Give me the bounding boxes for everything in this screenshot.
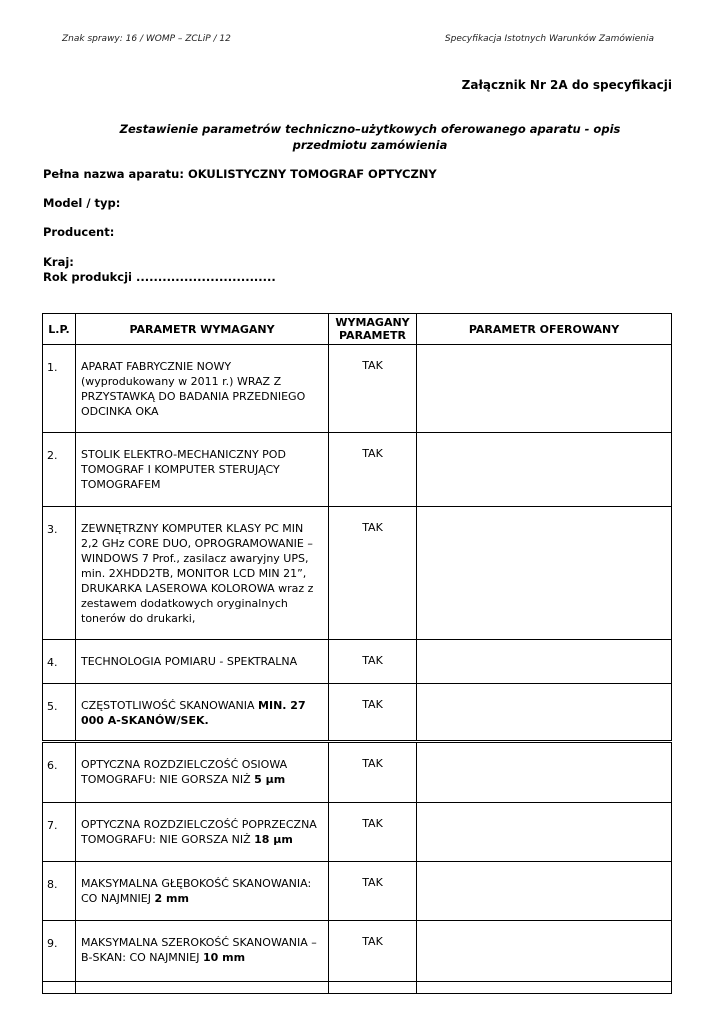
row-required: TAK [329, 345, 417, 433]
row-parameter-bold: 18 µm [254, 833, 293, 846]
row-number: 2. [43, 433, 76, 507]
row-offered-cell[interactable] [417, 433, 672, 507]
row-required: TAK [329, 507, 417, 640]
row-parameter-text: TECHNOLOGIA POMIARU - SPEKTRALNA [81, 655, 298, 668]
table-row [43, 742, 672, 803]
row-number: 7. [43, 803, 76, 862]
row-parameter [76, 921, 329, 982]
table-row [43, 862, 672, 921]
row-required: TAK [329, 803, 417, 862]
row-parameter [76, 433, 329, 507]
table-row [43, 684, 672, 742]
header-case-ref: Znak sprawy: 16 / WOMP – ZCLiP / 12 [62, 34, 231, 44]
row-required: TAK [329, 742, 417, 803]
header-param: PARAMETR WYMAGANY [76, 314, 329, 345]
row-parameter-text: MAKSYMALNA GŁĘBOKOŚĆ SKANOWANIA: CO NAJMNIEJ [81, 877, 312, 905]
field-year: Rok produkcji ................................ [43, 270, 276, 284]
row-parameter [76, 507, 329, 640]
row-parameter-text: CZĘSTOTLIWOŚĆ SKANOWANIA [81, 699, 259, 712]
annex-title: Załącznik Nr 2A do specyfikacji [461, 78, 672, 92]
table-row [43, 433, 672, 507]
empty-cell [43, 982, 76, 994]
row-offered-cell[interactable] [417, 862, 672, 921]
table-row [43, 921, 672, 982]
row-parameter-bold: 10 mm [202, 951, 246, 964]
row-parameter-text: MAKSYMALNA SZEROKOŚĆ SKANOWANIA – B-SKAN: CO NAJMNIEJ [81, 936, 317, 964]
parameters-table [42, 313, 672, 994]
header-required: WYMAGANY PARAMETR [329, 314, 417, 345]
row-parameter-text: OPTYCZNA ROZDZIELCZOŚĆ OSIOWA TOMOGRAFU: NIE GORSZA NIŻ [81, 758, 288, 786]
row-parameter-text: STOLIK ELEKTRO-MECHANICZNY POD TOMOGRAF I KOMPUTER STERUJĄCY TOMOGRAFEM [81, 448, 286, 491]
field-country: Kraj: [43, 255, 74, 269]
row-parameter [76, 684, 329, 742]
header-offered: PARAMETR OFEROWANY [417, 314, 672, 345]
row-required: TAK [329, 862, 417, 921]
row-parameter-bold: 2 mm [154, 892, 189, 905]
row-number: 4. [43, 640, 76, 684]
row-number: 5. [43, 684, 76, 742]
row-parameter [76, 345, 329, 433]
header-lp: L.P. [43, 314, 76, 345]
row-number: 3. [43, 507, 76, 640]
row-offered-cell[interactable] [417, 640, 672, 684]
row-offered-cell[interactable] [417, 345, 672, 433]
row-offered-cell[interactable] [417, 742, 672, 803]
table-row [43, 640, 672, 684]
row-number: 8. [43, 862, 76, 921]
row-required: TAK [329, 640, 417, 684]
row-parameter-text: APARAT FABRYCZNIE NOWY (wyprodukowany w 2011 r.) WRAZ Z PRZYSTAWKĄ DO BADANIA PRZEDNIEGO ODCINKA OKA [81, 360, 306, 418]
row-offered-cell[interactable] [417, 803, 672, 862]
row-required: TAK [329, 684, 417, 742]
field-producer: Producent: [43, 225, 115, 239]
row-parameter [76, 640, 329, 684]
header-doc-title: Specyfikacja Istotnych Warunków Zamówienia [444, 34, 654, 44]
row-offered-cell[interactable] [417, 921, 672, 982]
table-row [43, 803, 672, 862]
empty-cell [76, 982, 329, 994]
field-model: Model / typ: [43, 196, 121, 210]
row-parameter [76, 742, 329, 803]
row-parameter-bold: MIN. 27 000 A-SKANÓW/SEK. [81, 699, 306, 727]
row-offered-cell[interactable] [417, 507, 672, 640]
row-number: 1. [43, 345, 76, 433]
row-parameter-bold: 5 µm [254, 773, 286, 786]
row-parameter-text: OPTYCZNA ROZDZIELCZOŚĆ POPRZECZNA TOMOGRAFU: NIE GORSZA NIŻ [81, 818, 317, 846]
row-parameter [76, 803, 329, 862]
row-number: 9. [43, 921, 76, 982]
row-required: TAK [329, 433, 417, 507]
row-parameter-text: ZEWNĘTRZNY KOMPUTER KLASY PC MIN 2,2 GHz CORE DUO, OPROGRAMOWANIE – WINDOWS 7 Prof., zasilacz awaryjny UPS, min. 2XHDD2TB, MONITOR LCD MIN 21”, DRUKARKA LASEROWA KOLOROWA wraz z zestawem dodatkowych oryginalnych tonerów do drukarki, [81, 522, 314, 625]
table-row [43, 507, 672, 640]
empty-cell [417, 982, 672, 994]
row-parameter [76, 862, 329, 921]
row-number: 6. [43, 742, 76, 803]
row-offered-cell[interactable] [417, 684, 672, 742]
field-full-name: Pełna nazwa aparatu: OKULISTYCZNY TOMOGRAF OPTYCZNY [43, 167, 437, 181]
table-row [43, 345, 672, 433]
row-required: TAK [329, 921, 417, 982]
document-subtitle: Zestawienie parametrów techniczno–użytkowych oferowanego aparatu - opis przedmiotu zamówienia [119, 122, 621, 152]
empty-cell [329, 982, 417, 994]
